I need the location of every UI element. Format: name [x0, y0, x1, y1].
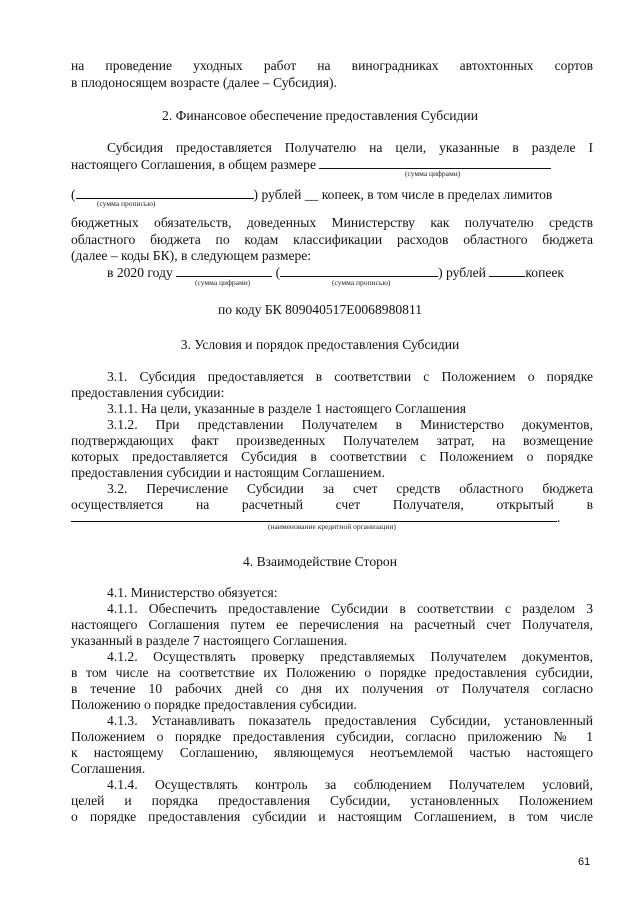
text-line: осуществляется на расчетный счет Получателя, открытый в	[71, 497, 593, 512]
caption-sum-words: (сумма прописью)	[97, 199, 156, 208]
caption-sum-digits: (сумма цифрами)	[195, 278, 251, 287]
text-fragment: (	[71, 187, 76, 202]
text-line: целей и порядка предоставления Субсидии, установленных Положением	[71, 793, 593, 808]
page-number: 61	[578, 856, 591, 868]
blank-sum-words	[76, 186, 254, 199]
text-fragment: ) рублей	[438, 265, 486, 280]
text-line: которых предоставляется Субсидия в соответствии с Положением о порядке	[71, 449, 593, 464]
text-line: (далее – коды БК), в следующем размере:	[71, 248, 312, 263]
text-line: предоставления субсидии:	[71, 385, 225, 400]
blank-bank-name	[71, 509, 557, 522]
section-heading-3: 3. Условия и порядок предоставления Субсидии	[180, 337, 460, 352]
text-line: 4.1. Министерство обязуется:	[107, 585, 278, 600]
text-fragment: (	[275, 265, 281, 280]
section-heading-2: 2. Финансовое обеспечение предоставления Субсидии	[162, 108, 478, 123]
section-heading-4: 4. Взаимодействие Сторон	[243, 554, 397, 569]
text-line: 4.1.2. Осуществлять проверку представляемых Получателем документов,	[107, 649, 593, 664]
text-line: на проведение уходных работ на виноградниках автохтонных сортов	[71, 58, 593, 73]
text-line: Положению о порядке предоставления субсидии.	[71, 697, 357, 712]
text-line: о порядке предоставления субсидии и настоящим Соглашением, в том числе	[71, 809, 593, 824]
text-line: указанный в разделе 7 настоящего Соглашения.	[71, 633, 348, 648]
text-line: 3.2. Перечисление Субсидии за счет средств областного бюджета	[107, 481, 593, 496]
text-line: в течение 10 рабочих дней со дня их получения от Получателя согласно	[71, 681, 593, 696]
blank-sum-digits	[319, 156, 551, 169]
text-fragment: в 2020 году	[107, 265, 173, 280]
text-line: 3.1.2. При представлении Получателем в Министерство документов,	[107, 417, 593, 432]
text-line: предоставления субсидии и настоящим Соглашением.	[71, 465, 385, 480]
caption-sum-digits: (сумма цифрами)	[405, 169, 461, 178]
text-line: к настоящему Соглашению, являющемуся неотъемлемой частью настоящего	[71, 745, 593, 760]
text-line: 4.1.3. Устанавливать показатель предоставления Субсидии, установленный	[107, 713, 593, 728]
text-fragment: настоящего Соглашения, в общем размере	[71, 157, 316, 172]
text-fragment: копеек	[525, 265, 565, 280]
text-line: бюджетных обязательств, доведенных Министерству как получателю средств	[71, 215, 593, 230]
text-line: 4.1.4. Осуществлять контроль за соблюдением Получателем условий,	[107, 777, 593, 792]
text-line	[71, 156, 593, 173]
text-line: 3.1. Субсидия предоставляется в соответствии с Положением о порядке	[107, 369, 593, 384]
text-fragment: ) рублей __ копеек, в том числе в пределах лимитов	[253, 187, 553, 202]
blank-year-digits	[176, 264, 272, 277]
text-line: в том числе на соответствие их Положению о порядке предоставления субсидии,	[71, 665, 593, 680]
text-line: Субсидия предоставляется Получателю на цели, указанные в разделе I	[107, 140, 593, 155]
text-line: 4.1.1. Обеспечить предоставление Субсидии в соответствии с разделом 3	[107, 601, 593, 616]
caption-sum-words: (сумма прописью)	[332, 278, 391, 287]
text-line: настоящего Соглашения путем ее перечисления на расчетный счет Получателя,	[71, 617, 593, 632]
text-fragment: .	[557, 510, 561, 525]
text-line: в плодоносящем возрасте (далее – Субсидия).	[71, 75, 337, 90]
caption-bank-name: (наименование кредитной организации)	[268, 522, 396, 531]
budget-code-line: по коду БК 809040517Е0068980811	[217, 302, 423, 317]
blank-kopecks	[489, 264, 525, 277]
text-line: Положением о порядке предоставления субсидии, согласно приложению № 1	[71, 729, 593, 744]
text-line: Соглашения.	[71, 761, 146, 776]
text-line: областного бюджета по кодам классификации расходов областного бюджета	[71, 232, 593, 247]
blank-year-words	[280, 264, 438, 277]
text-line: подтверждающих факт произведенных Получателем затрат, на возмещение	[71, 433, 593, 448]
text-line: 3.1.1. На цели, указанные в разделе 1 настоящего Соглашения	[107, 401, 466, 416]
